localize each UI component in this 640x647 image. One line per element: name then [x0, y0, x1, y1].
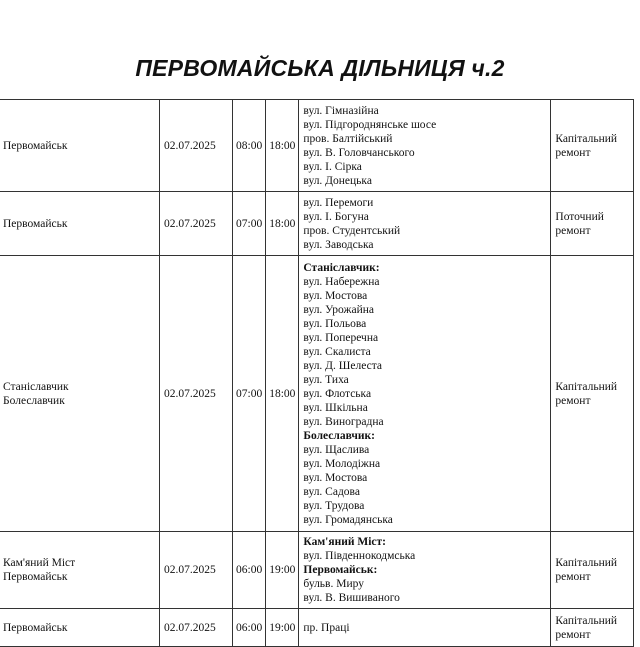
settlement-cell [0, 609, 160, 647]
street-name: вул. Флотська [303, 387, 372, 400]
repair-type-cell-line: Капітальний [555, 614, 618, 627]
repair-type-cell-line: Капітальний [555, 557, 618, 569]
streets-cell [299, 256, 551, 532]
repair-type-cell [551, 609, 634, 647]
settlement-heading: Станіславчик: [303, 261, 380, 274]
settlement-heading: Первомайськ: [303, 564, 378, 576]
street-name: вул. В. Головчанського [303, 146, 415, 159]
settlement-cell-line: Болеславчик [3, 394, 65, 407]
settlement-cell-line: Первомайськ [3, 621, 68, 634]
outage-schedule-table [0, 99, 634, 647]
street-name: вул. Підгороднянське шосе [303, 118, 437, 131]
date-cell: 02.07.2025 [160, 256, 233, 532]
date-cell: 02.07.2025 [160, 100, 233, 192]
table-row [0, 532, 634, 609]
street-name: вул. Щаслива [303, 443, 370, 456]
settlement-cell [0, 192, 160, 256]
table-row [0, 256, 634, 532]
end-time-cell: 18:00 [266, 192, 299, 256]
end-time-cell: 18:00 [266, 256, 299, 532]
page-title: ПЕРВОМАЙСЬКА ДІЛЬНИЦЯ ч.2 [135, 55, 505, 81]
streets-cell [299, 100, 551, 192]
settlement-cell [0, 100, 160, 192]
street-name: вул. Тиха [303, 373, 349, 386]
street-name: вул. Виноградна [303, 415, 384, 428]
street-name: вул. Шкільна [303, 401, 368, 414]
street-name: вул. Садова [303, 485, 360, 498]
settlement-heading: Кам'яний Міст: [303, 536, 386, 548]
street-name: вул. Набережна [303, 275, 380, 288]
date-cell: 02.07.2025 [160, 609, 233, 647]
street-name: вул. Молодіжна [303, 457, 381, 470]
repair-type-cell-line: ремонт [555, 394, 591, 407]
end-time-cell: 18:00 [266, 100, 299, 192]
settlement-cell-line: Первомайськ [3, 217, 68, 230]
repair-type-cell [551, 100, 634, 192]
date-cell: 02.07.2025 [160, 192, 233, 256]
street-name: вул. Мостова [303, 471, 368, 484]
table-body [0, 100, 634, 647]
street-name: пров. Студентський [303, 224, 401, 237]
repair-type-cell-line: Капітальний [555, 132, 618, 145]
street-name: вул. Польова [303, 317, 367, 330]
streets-cell [299, 532, 551, 609]
repair-type-cell-line: Капітальний [555, 380, 618, 393]
settlement-cell-line: Кам'яний Міст [3, 557, 76, 569]
street-name: вул. Гімназійна [303, 104, 379, 117]
repair-type-cell [551, 256, 634, 532]
table-row [0, 100, 634, 192]
repair-type-cell [551, 532, 634, 609]
settlement-cell [0, 256, 160, 532]
repair-type-cell-line: ремонт [555, 146, 591, 159]
repair-type-cell-line: ремонт [555, 571, 591, 583]
street-name: вул. Урожайна [303, 303, 374, 316]
settlement-cell-line: Первомайськ [3, 571, 68, 583]
streets-cell [299, 192, 551, 256]
repair-type-cell [551, 192, 634, 256]
table-row [0, 609, 634, 647]
street-name: вул. Південнокодмська [303, 550, 416, 562]
start-time-cell: 07:00 [233, 192, 266, 256]
date-cell: 02.07.2025 [160, 532, 233, 609]
street-name: вул. Заводська [303, 238, 374, 251]
settlement-heading: Болеславчик: [303, 429, 375, 442]
start-time-cell: 06:00 [233, 609, 266, 647]
end-time-cell: 19:00 [266, 532, 299, 609]
street-name: вул. В. Вишиваного [303, 592, 400, 604]
street-name: вул. І. Богуна [303, 210, 369, 223]
street-name: вул. Перемоги [303, 196, 374, 209]
street-name: вул. Донецька [303, 174, 372, 187]
start-time-cell: 08:00 [233, 100, 266, 192]
repair-type-cell-line: ремонт [555, 224, 591, 237]
end-time-cell: 19:00 [266, 609, 299, 647]
street-name: вул. Трудова [303, 499, 365, 512]
streets-cell [299, 609, 551, 647]
street-name: вул. Скалиста [303, 345, 371, 358]
street-name: вул. Громадянська [303, 513, 393, 526]
settlement-cell [0, 532, 160, 609]
street-name: вул. Поперечна [303, 331, 379, 344]
settlement-cell-line: Станіславчик [3, 380, 69, 393]
street-name: пров. Балтійський [303, 132, 393, 145]
settlement-cell-line: Первомайськ [3, 139, 68, 152]
table-row [0, 192, 634, 256]
repair-type-cell-line: ремонт [555, 628, 591, 641]
repair-type-cell-line: Поточний [555, 210, 604, 223]
street-name: вул. Мостова [303, 289, 368, 302]
street-name: пр. Праці [303, 621, 350, 634]
street-name: бульв. Миру [303, 578, 364, 590]
start-time-cell: 06:00 [233, 532, 266, 609]
street-name: вул. І. Сірка [303, 160, 362, 173]
start-time-cell: 07:00 [233, 256, 266, 532]
street-name: вул. Д. Шелеста [303, 359, 382, 372]
